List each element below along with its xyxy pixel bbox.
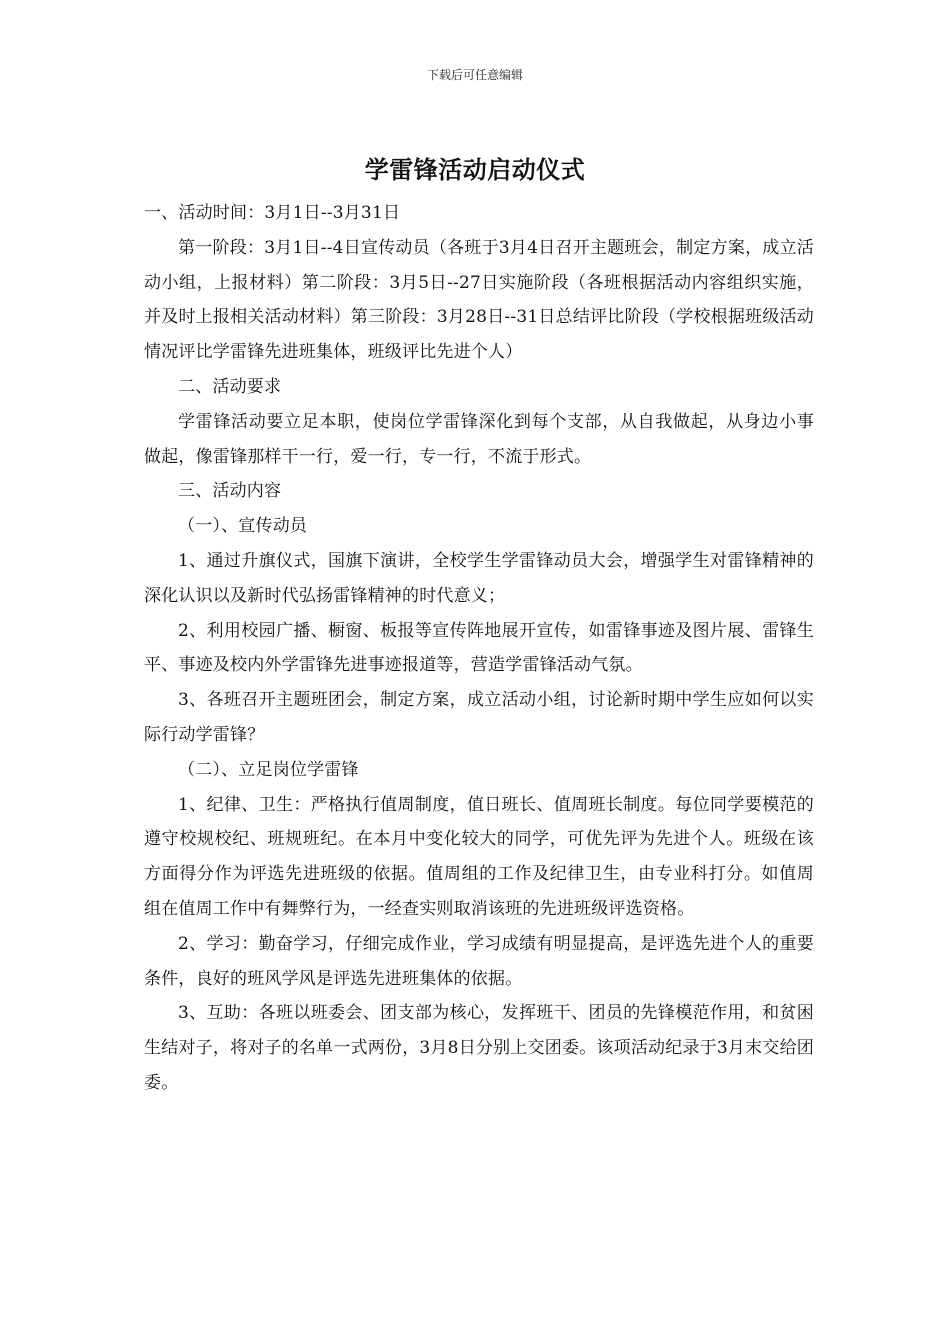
phases-paragraph: 第一阶段：3月1日--4日宣传动员（各班于3月4日召开主题班会，制定方案，成立活动小组，上报材料）第二阶段：3月5日--27日实施阶段（各班根据活动内容组织实施，并及时上报相关活动材料）第三阶段：3月28日--31日总结评比阶段（学校根据班级活动情况评比学雷锋先进班集体，班级评比先进个人）	[144, 237, 814, 363]
page-header-note: 下载后可任意编辑	[426, 68, 523, 82]
post-item-2: 2、学习：勤奋学习，仔细完成作业，学习成绩有明显提高，是评选先进个人的重要条件，良好的班风学风是评选先进班集体的依据。	[144, 933, 814, 989]
activity-time-line: 一、活动时间：3月1日--3月31日	[144, 203, 401, 223]
post-item-3: 3、互助：各班以班委会、团支部为核心，发挥班干、团员的先锋模范作用，和贫困生结对子，将对子的名单一式两份，3月8日分别上交团委。该项活动纪录于3月末交给团委。	[144, 1003, 814, 1093]
document-title: 学雷锋活动启动仪式	[364, 155, 586, 184]
publicity-item-3: 3、各班召开主题班团会，制定方案，成立活动小组，讨论新时期中学生应如何以实际行动学雷锋？	[144, 690, 814, 745]
section-heading-requirements: 二、活动要求	[178, 376, 282, 397]
section-heading-content: 三、活动内容	[178, 481, 282, 502]
document-body	[144, 196, 814, 1101]
publicity-item-2: 2、利用校园广播、橱窗、板报等宣传阵地展开宣传，如雷锋事迹及图片展、雷锋生平、事迹及校内外学雷锋先进事迹报道等，营造学雷锋活动气氛。	[144, 620, 814, 676]
requirements-paragraph: 学雷锋活动要立足本职，使岗位学雷锋深化到每个支部，从自我做起，从身边小事做起，像雷锋那样干一行，爱一行，专一行，不流于形式。	[144, 411, 814, 467]
post-item-1: 1、纪律、卫生：严格执行值周制度，值日班长、值周班长制度。每位同学要模范的遵守校规校纪、班规班纪。在本月中变化较大的同学，可优先评为先进个人。班级在该方面得分作为评选先进班级的依据。值周组的工作及纪律卫生，由专业科打分。如值周组在值周工作中有舞弊行为，一经查实则取消该班的先进班级评选资格。	[144, 794, 814, 919]
subsection-heading-post: （二）、立足岗位学雷锋	[178, 759, 359, 780]
publicity-item-1: 1、通过升旗仪式，国旗下演讲，全校学生学雷锋动员大会，增强学生对雷锋精神的深化认识以及新时代弘扬雷锋精神的时代意义；	[144, 550, 814, 606]
subsection-heading-publicity: （一）、宣传动员	[178, 516, 308, 537]
